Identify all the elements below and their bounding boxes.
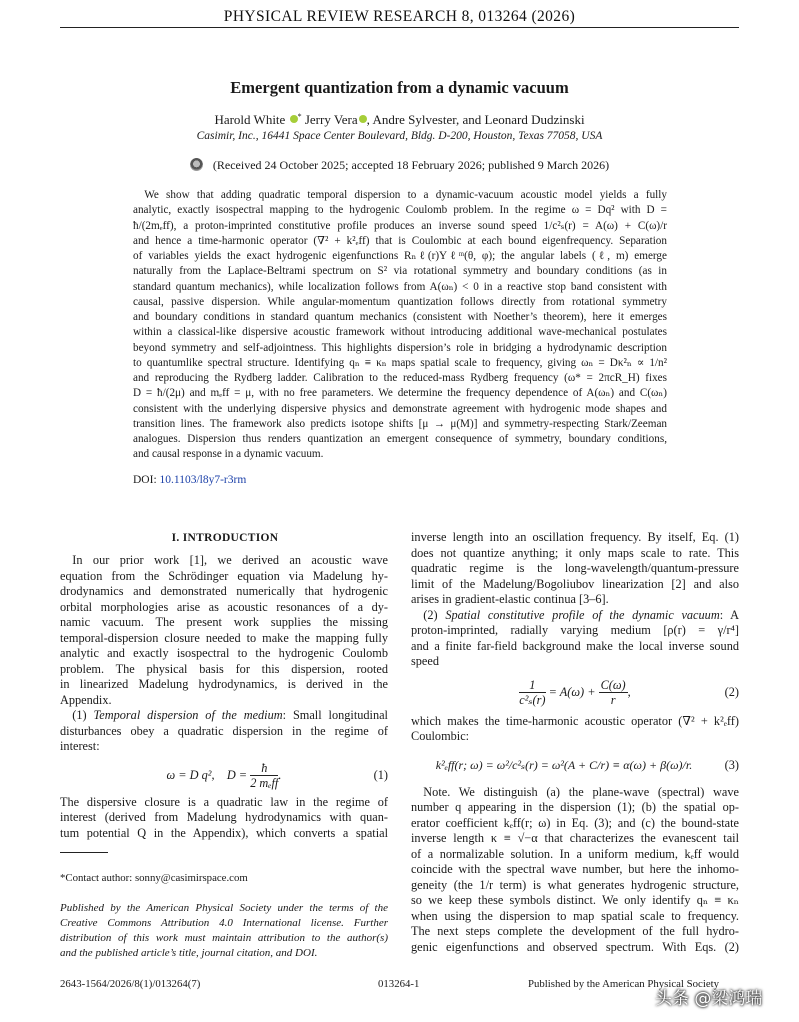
text-line: analytic, exactly isospectral mapping to the hydrogenic Coulomb problem. In the regime ω = Dq² with D = <box>133 204 667 217</box>
section-heading: I. INTRODUCTION <box>171 532 279 544</box>
text-line: coincide with the spectral wave number, but here the inhomo- <box>411 862 739 876</box>
equation-1: ω = D q², D = $\frac{ħ}{\text{2 mₑff}}$ . (1) <box>60 755 388 795</box>
text-line: The dispersive closure is a quadratic law in the regime of <box>60 794 388 809</box>
item-2-paragraph <box>411 623 739 670</box>
text-line: speed <box>411 654 439 668</box>
text-line: consistent with the underlying dispersive physics and demonstrate agreement with hydrogenic mode shapes and <box>133 402 667 415</box>
author-name[interactable]: Harold White <box>214 112 286 127</box>
text-line: within a classical-like dispersive acoustic framework without introducing additional wave-mechanical postulates <box>133 326 667 339</box>
footnote-rule <box>60 852 108 853</box>
text-line: We show that adding quadratic temporal dispersion to a dynamic-vacuum acoustic model yields a fully <box>133 189 667 201</box>
text-line: which makes the time-harmonic acoustic operator (∇² + k²ₑff) <box>411 713 739 728</box>
text-line: D = ħ/(2μ) and mₑff = μ, with no free parameters. We determine the frequency dependence of A(ωₙ) and C(ωₙ) <box>133 387 667 400</box>
orcid-icon[interactable] <box>359 115 367 123</box>
received-dates <box>60 158 739 173</box>
item-1-first-line: (1) Temporal dispersion of the medium: Small longitudinal <box>72 708 388 722</box>
text-line: analytic and exactly isospectral to the hydrogenic Coulomb <box>60 646 388 660</box>
text-line: causal, passive dispersion. While angular-momentum quantization follows directly from rotational symmetry <box>133 295 667 308</box>
doi-label: DOI: <box>133 474 157 486</box>
text-line: equation from the Schrödinger equation via Madelung hy- <box>60 568 388 583</box>
text-line: proton-imprinted, radially varying medium [ρ(r) = γ/r⁴] <box>411 623 739 637</box>
text-line: geneity (the 1/r term) is what generates hydrogenic structure, <box>411 877 739 892</box>
text-line: problem. The physical basis for this dispersion, rooted <box>60 661 388 676</box>
text-line: erator coefficient kₑff(r; ω) in Eq. (3); and (c) the bound-state <box>411 815 739 830</box>
orcid-icon[interactable] <box>290 115 298 123</box>
intro-paragraph <box>60 553 388 708</box>
text-line: number q appearing in the dispersion (1); (b) the spatial op- <box>411 800 739 814</box>
continuation-paragraph <box>411 530 739 608</box>
text-line: ħ/(2mₑff), a proton-imprinted constitutive profile produces an inverse sound speed 1/c²ₛ(r) = A(ω) + C(ω)/r <box>133 219 667 232</box>
crossmark-icon[interactable] <box>190 158 203 171</box>
right-column <box>411 530 739 955</box>
text-line: when using the dispersion to map spatial scale to frequency. <box>411 908 739 923</box>
text-line: interest (derived from Madelung hydrodynamics with quan- <box>60 810 388 824</box>
author-list <box>60 112 739 128</box>
text-line: genic eigenfunctions and observed spectrum. With Eqs. (2) <box>411 939 739 954</box>
text-line: naturally from the Laplace-Beltrami spectrum on S² via rotational symmetry and boundary conditions (as in <box>133 265 667 278</box>
text-line: to quantumlike spectral structure. Identifying qₙ ≡ κₙ maps spatial scale to frequency, giving ωₙ = Dκ²ₙ ∝ 1/n² <box>133 356 667 369</box>
text-line: and reproducing the Rydberg ladder. Calibration to the reduced-mass Rydberg frequency (ω* = 2πcR_H) fixes <box>133 372 667 384</box>
text-line: and the published article’s title, journal citation, and DOI. <box>60 947 318 959</box>
text-line: and hence a time-harmonic operator (∇² + k²ₑff) that is Coulombic at each bound eigenfrequency. Separation <box>133 234 667 247</box>
watermark: 头条 @梁鸿瑞 <box>655 989 763 1009</box>
footer-page-number: 013264-1 <box>378 978 420 990</box>
text-line: inverse length into an oscillation frequency. By itself, Eq. (1) <box>411 530 739 544</box>
paper-title: Emergent quantization from a dynamic vacuum <box>230 78 569 97</box>
doi-line <box>133 474 246 486</box>
affiliation: Casimir, Inc., 16441 Space Center Boulevard, Bldg. D-200, Houston, Texas 77058, USA <box>196 130 603 142</box>
operator-paragraph <box>411 714 739 745</box>
footer-publisher: Published by the American Physical Society <box>528 978 720 990</box>
text-line: of a normalizable solution. In a uniform medium, kₑff would <box>411 846 739 861</box>
text-line: standard quantum mechanics), while localization follows from A(ωₙ) < 0 in a reactive stop band consistent with <box>133 280 667 293</box>
equation-number: (2) <box>724 684 739 699</box>
text-line: arises in gradient-elastic continua [3–6]. <box>411 592 609 606</box>
text-line: temporal-dispersion closure needed to make the mapping fully <box>60 630 388 645</box>
text-line: distribution of this work must maintain attribution to the author(s) <box>60 932 388 944</box>
item-1-paragraph <box>60 724 388 755</box>
abstract <box>133 188 667 463</box>
running-head: PHYSICAL REVIEW RESEARCH 8, 013264 (2026) <box>223 8 576 25</box>
footnote: *Contact author: sonny@casimirspace.com <box>60 872 248 884</box>
text-line: In our prior work [1], we derived an acoustic wave <box>60 553 388 567</box>
text-line: Creative Commons Attribution 4.0 International license. Further <box>60 917 388 929</box>
text-line: Appendix. <box>60 692 112 707</box>
footer-issn: 2643-1564/2026/8(1)/013264(7) <box>60 978 201 990</box>
text-line: Published by the American Physical Society under the terms of the <box>60 902 388 914</box>
equation-number: (1) <box>373 767 388 782</box>
text-line: does not quantize anything; it only maps scale to rate. This <box>411 545 739 560</box>
header-rule <box>60 27 739 28</box>
equation-number: (3) <box>724 757 739 772</box>
license-statement <box>60 901 388 961</box>
text-line: Note. We distinguish (a) the plane-wave (spectral) wave <box>411 784 739 799</box>
text-line: inverse length κ ≡ √−α that characterizes the evanescent tail <box>411 831 739 845</box>
left-column <box>60 553 388 841</box>
text-line: analogues. Dispersion thus renders quantization an emergent consequence of symmetry, boundary conditions, <box>133 433 667 445</box>
received-text: (Received 24 October 2025; accepted 18 February 2026; published 9 March 2026) <box>212 158 610 172</box>
text-line: so we keep these symbols distinct. We only identify qₙ ≡ κₙ <box>411 893 739 907</box>
text-line: orbital morphologies arise as acoustic resonances of a dy- <box>60 599 388 614</box>
text-line: and causal response in a dynamic vacuum. <box>133 448 324 461</box>
item-2-first-line: (2) Spatial constitutive profile of the dynamic vacuum: A <box>423 607 739 622</box>
text-line: in linearized Madelung hydrodynamics, is derived in the <box>60 677 388 691</box>
text-line: transition lines. The framework also predicts isotope shifts [μ → μ(M)] and symmetry-respecting Stark/Zeeman <box>133 417 667 430</box>
text-line: drodynamics and demonstrated numerically that hydrogenic <box>60 584 388 598</box>
closure-paragraph <box>60 795 388 842</box>
text-line: and a finite far-field background make the local inverse sound <box>411 638 739 653</box>
author-name[interactable]: Jerry Vera <box>304 112 358 127</box>
text-line: namic vacuum. The present work supplies the missing <box>60 615 388 629</box>
note-paragraph <box>411 785 739 956</box>
text-line: Coulombic: <box>411 729 470 743</box>
equation-3: k²ₑff(r; ω) = ω²/c²ₛ(r) = ω²(A + C/r) ≡ α(ω) + β(ω)/r. (3) <box>411 745 739 785</box>
author-names-rest: , Andre Sylvester, and Leonard Dudzinski <box>366 112 585 127</box>
doi-link[interactable]: 10.1103/l8y7-r3rm <box>159 474 247 486</box>
equation-2: $\frac{1}{\text{c²ₛ(r)}}$ = A(ω) + $\frac{C(\omega)}{r}$ , (2) <box>411 670 739 714</box>
text-line: quadratic regime is the long-wavelength/quantum-pressure <box>411 561 739 575</box>
text-line: limit of the Madelung/Bogoliubov linearization [2] and also <box>411 576 739 591</box>
text-line: disturbances obey a quadratic dispersion in the regime of <box>60 723 388 738</box>
text-line: interest: <box>60 739 100 753</box>
text-line: The next steps complete the development of the full hydro- <box>411 924 739 938</box>
text-line: beyond symmetry and self-adjointness. This highlights dispersion’s role in bridging a hydrodynamic description <box>133 341 667 354</box>
text-line: tum potential Q in the Appendix), which converts a spatial <box>60 825 388 840</box>
text-line: and boundary conditions in standard quantum mechanics (consistent with Noether’s theorem), here it emerges <box>133 311 667 323</box>
text-line: of variables yields the exact hydrogenic eigenfunctions Rₙℓ(r)Yℓᵐ(θ, φ); the angular labels (ℓ, m) emerge <box>133 250 667 262</box>
corresponding-mark: * <box>297 112 302 121</box>
